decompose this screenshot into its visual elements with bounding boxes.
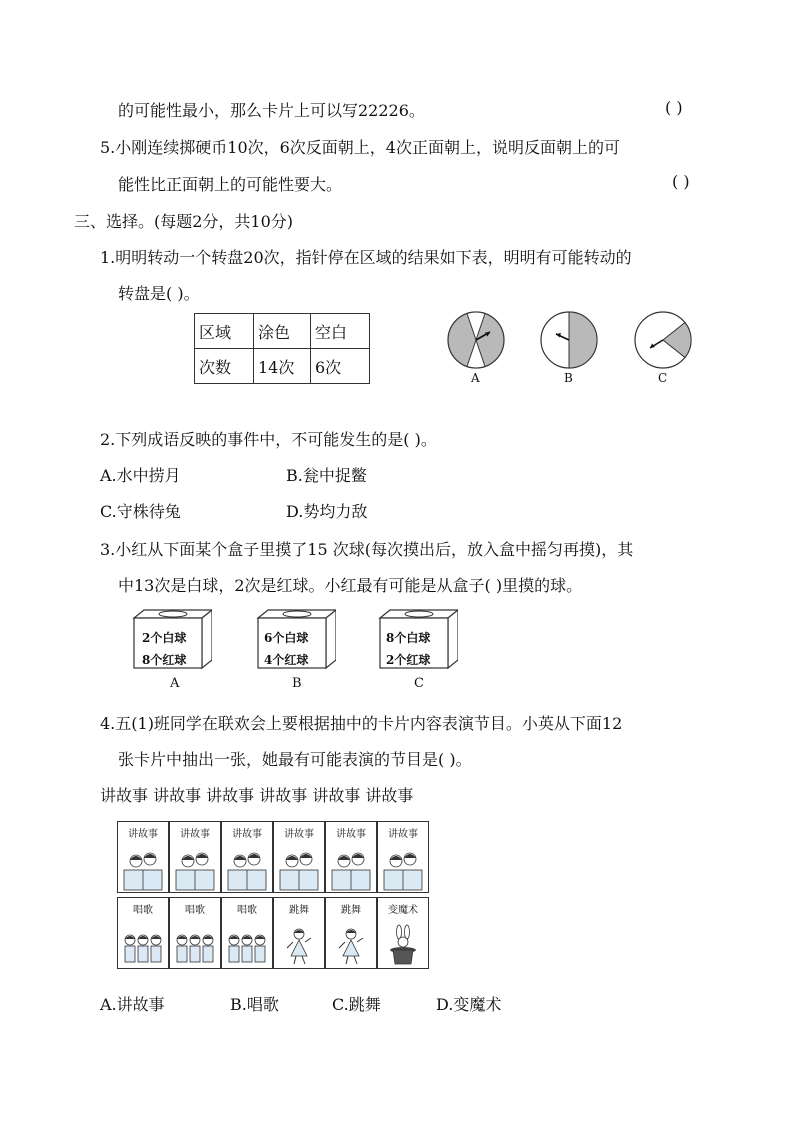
box-a-line1: 2个白球 [142,631,187,645]
c4-option-d[interactable]: D.变魔术 [436,995,502,1014]
results-table [194,313,370,384]
card-illustration-icon [326,848,376,892]
c4-option-a[interactable]: A.讲故事 [100,995,165,1014]
card-illustration-icon [222,848,272,892]
c1-line1: 1.明明转动一个转盘20次，指针停在区域的结果如下表，明明有可能转动的 [100,248,632,267]
section-title: 三、选择。(每题2分，共10分) [74,212,294,231]
program-card [117,821,169,893]
card-title: 讲故事 [128,829,158,840]
box-b-line2: 4个红球 [264,653,309,667]
card-title: 讲故事 [232,829,262,840]
box-c-line1: 8个白球 [386,631,431,645]
spinner-label-c: C [658,371,668,385]
card-titles-row: 讲故事 讲故事 讲故事 讲故事 讲故事 讲故事 [100,786,414,805]
box-b-line1: 6个白球 [264,631,309,645]
box-label-c: C [414,676,424,691]
q5-line2: 能性比正面朝上的可能性要大。 [118,175,343,194]
program-card [117,897,169,969]
card-illustration-icon [378,924,428,968]
card-illustration-icon [118,924,168,968]
program-card [169,897,221,969]
card-title: 唱歌 [133,905,153,916]
program-card [377,821,429,893]
c4-line1: 4.五(1)班同学在联欢会上要根据抽中的卡片内容表演节目。小英从下面12 [100,714,623,733]
table-row [195,349,370,384]
program-card [221,897,273,969]
table-cell: 区域 [195,314,254,349]
table-cell: 14次 [254,349,311,384]
card-title: 讲故事 [284,829,314,840]
answer-paren[interactable]: ( ) [672,172,690,191]
card-title: 唱歌 [237,905,257,916]
spinner-label-a: A [471,371,480,385]
c4-option-c[interactable]: C.跳舞 [332,995,381,1014]
card-title: 唱歌 [185,905,205,916]
card-illustration-icon [118,848,168,892]
c2-line: 2.下列成语反映的事件中，不可能发生的是( )。 [100,430,437,449]
program-card [273,897,325,969]
table-cell: 6次 [311,349,370,384]
program-card [169,821,221,893]
box-label-a: A [170,676,180,691]
table-row [195,314,370,349]
card-illustration-icon [274,848,324,892]
spinner-label-b: B [564,371,573,385]
card-illustration-icon [222,924,272,968]
program-card [325,821,377,893]
spinner-a [446,310,506,370]
c3-line2: 中13次是白球，2次是红球。小红最有可能是从盒子( )里摸的球。 [118,576,583,595]
c2-option-c[interactable]: C.守株待兔 [100,502,181,521]
card-illustration-icon [378,848,428,892]
card-title: 讲故事 [336,829,366,840]
c1-line2: 转盘是( )。 [118,284,200,303]
c2-option-d[interactable]: D.势均力敌 [286,502,368,521]
c2-option-a[interactable]: A.水中捞月 [100,466,181,485]
table-cell: 次数 [195,349,254,384]
card-title: 讲故事 [180,829,210,840]
c3-line1: 3.小红从下面某个盒子里摸了15 次球(每次摸出后，放入盒中摇匀再摸)，其 [100,540,634,559]
table-cell: 涂色 [254,314,311,349]
card-title: 变魔术 [388,905,418,916]
card-title: 跳舞 [289,905,309,916]
program-card [325,897,377,969]
answer-paren[interactable]: ( ) [665,98,683,117]
card-title: 跳舞 [341,905,361,916]
spinner-c [633,310,693,370]
card-illustration-icon [170,848,220,892]
box-c-line2: 2个红球 [386,653,431,667]
box-a-line2: 8个红球 [142,653,187,667]
table-cell: 空白 [311,314,370,349]
c4-line2: 张卡片中抽出一张，她最有可能表演的节目是( )。 [118,750,472,769]
box-label-b: B [292,676,302,691]
card-illustration-icon [274,924,324,968]
spinner-b [539,310,599,370]
q4-continuation: 的可能性最小，那么卡片上可以写22226。 [118,101,425,120]
card-illustration-icon [170,924,220,968]
c2-option-b[interactable]: B.瓮中捉鳖 [286,466,367,485]
program-card [377,897,429,969]
c4-option-b[interactable]: B.唱歌 [230,995,279,1014]
card-illustration-icon [326,924,376,968]
q5-line1: 5.小刚连续掷硬币10次，6次反面朝上，4次正面朝上，说明反面朝上的可 [100,138,620,157]
program-card [221,821,273,893]
program-card [273,821,325,893]
card-title: 讲故事 [388,829,418,840]
